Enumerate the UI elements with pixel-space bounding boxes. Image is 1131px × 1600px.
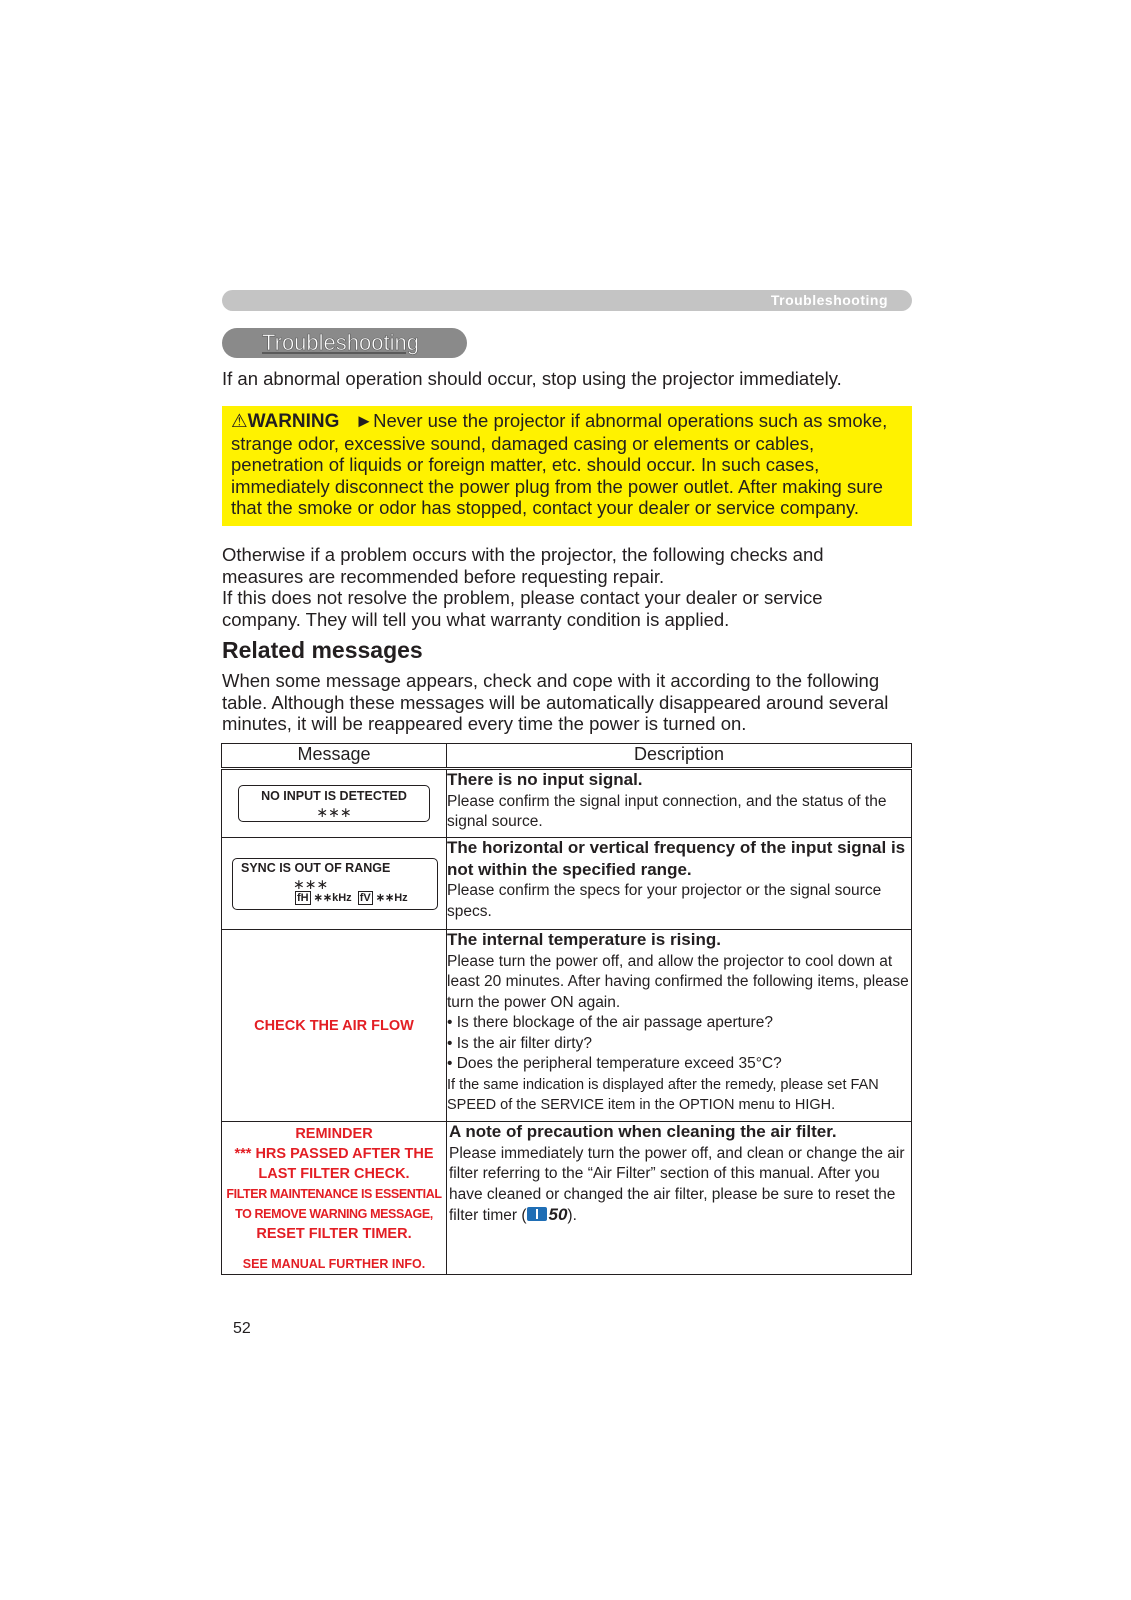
arrow-right-icon: ► (344, 410, 374, 431)
message-cell (222, 769, 447, 838)
intro-paragraph: If an abnormal operation should occur, stop using the projector immediately. (222, 368, 842, 389)
message-line: TO REMOVE WARNING MESSAGE, (235, 1207, 433, 1221)
osd-frequency-line (295, 891, 408, 904)
message-cell (222, 930, 447, 1122)
description-body: Please turn the power off, and allow the projector to cool down at least 20 minutes. After having confirmed the following items, please turn the power ON again. (447, 952, 909, 1011)
description-body: Please immediately turn the power off, and clean or change the air filter referring to the “Air Filter” section of this manual. After you have cleaned or changed the air filter, please be sure to reset the filter timer ( (449, 1144, 905, 1224)
message-cell (222, 838, 447, 930)
description-body: Please confirm the specs for your projector or the signal source specs. (447, 882, 882, 920)
osd-message-box (232, 858, 438, 910)
description-cell (447, 838, 912, 930)
section-title-pill (222, 328, 467, 358)
osd-line: ∗∗∗ (316, 804, 352, 820)
message-text: CHECK THE AIR FLOW (254, 1017, 414, 1034)
message-line: LAST FILTER CHECK. (258, 1166, 410, 1182)
message-line: REMINDER (295, 1126, 373, 1142)
table-row (222, 930, 912, 1122)
osd-message-box (238, 785, 430, 822)
osd-line: NO INPUT IS DETECTED (261, 789, 407, 803)
section-title: Troubleshooting (262, 330, 419, 355)
description-cell (447, 769, 912, 838)
osd-line: ∗∗∗ (293, 876, 329, 892)
description-title: A note of precaution when cleaning the air filter. (449, 1122, 837, 1141)
messages-table (221, 743, 912, 1275)
message-cell (222, 1122, 447, 1275)
description-note: If the same indication is displayed after the remedy, please set FAN SPEED of the SERVICE item in the OPTION menu to HIGH. (447, 1076, 879, 1113)
message-line: SEE MANUAL FURTHER INFO. (242, 1257, 426, 1271)
description-title: The horizontal or vertical frequency of the input signal is not within the specified range. (447, 838, 906, 879)
hz-value: ∗∗Hz (375, 892, 408, 904)
list-item: • Is there blockage of the air passage aperture? (447, 1014, 773, 1031)
warning-box (222, 406, 912, 526)
table-row (222, 838, 912, 930)
column-header-description: Description (447, 744, 912, 769)
reminder-message (222, 1122, 446, 1274)
description-cell (447, 1122, 912, 1275)
message-line: RESET FILTER TIMER. (256, 1226, 412, 1242)
paragraph-contact: If this does not resolve the problem, please contact your dealer or service company. They will tell you what warranty condition is applied. (222, 587, 823, 630)
book-icon (527, 1207, 547, 1221)
related-messages-heading: Related messages (222, 637, 423, 663)
list-item: • Does the peripheral temperature exceed 35°C? (447, 1055, 782, 1072)
osd-line: SYNC IS OUT OF RANGE (241, 861, 391, 875)
running-header-label: Troubleshooting (770, 292, 888, 308)
description-title: There is no input signal. (447, 770, 643, 789)
fv-badge: fV (359, 892, 371, 904)
warning-body: Never use the projector if abnormal operations such as smoke, strange odor, excessive sound, damaged casing or elements or cables, penetration of liquids or foreign matter, etc. should occur. In such cases, immediately disconnect the power plug from the power outlet. After making sure that the smoke or odor has stopped, contact your dealer or service company. (231, 410, 888, 518)
list-item: • Is the air filter dirty? (447, 1034, 592, 1052)
page-reference[interactable]: 50 (548, 1205, 568, 1224)
table-row (222, 1122, 912, 1275)
column-header-message: Message (222, 744, 447, 769)
fh-badge: fH (297, 892, 309, 904)
warning-label: WARNING (247, 411, 340, 432)
paragraph-related: When some message appears, check and cope with it according to the following table. Although these messages will be automatically disappeared around several minutes, it will be reappeared every time the power is turned on. (222, 670, 889, 734)
page-number: 52 (233, 1320, 251, 1337)
paragraph-checks: Otherwise if a problem occurs with the projector, the following checks and measures are recommended before requesting repair. (222, 544, 824, 587)
table-row (222, 769, 912, 838)
message-line: FILTER MAINTENANCE IS ESSENTIAL (226, 1187, 442, 1201)
warning-triangle-icon: ⚠ (231, 410, 248, 431)
warning-text-block (231, 410, 906, 519)
message-line: *** HRS PASSED AFTER THE (234, 1146, 434, 1162)
description-body-end: ). (567, 1207, 577, 1224)
khz-value: ∗∗kHz (313, 892, 352, 904)
description-title: The internal temperature is rising. (447, 930, 721, 949)
table-header-row (222, 744, 912, 769)
description-body: Please confirm the signal input connection, and the status of the signal source. (447, 792, 887, 830)
running-header-bar (222, 290, 912, 311)
description-cell (447, 930, 912, 1122)
